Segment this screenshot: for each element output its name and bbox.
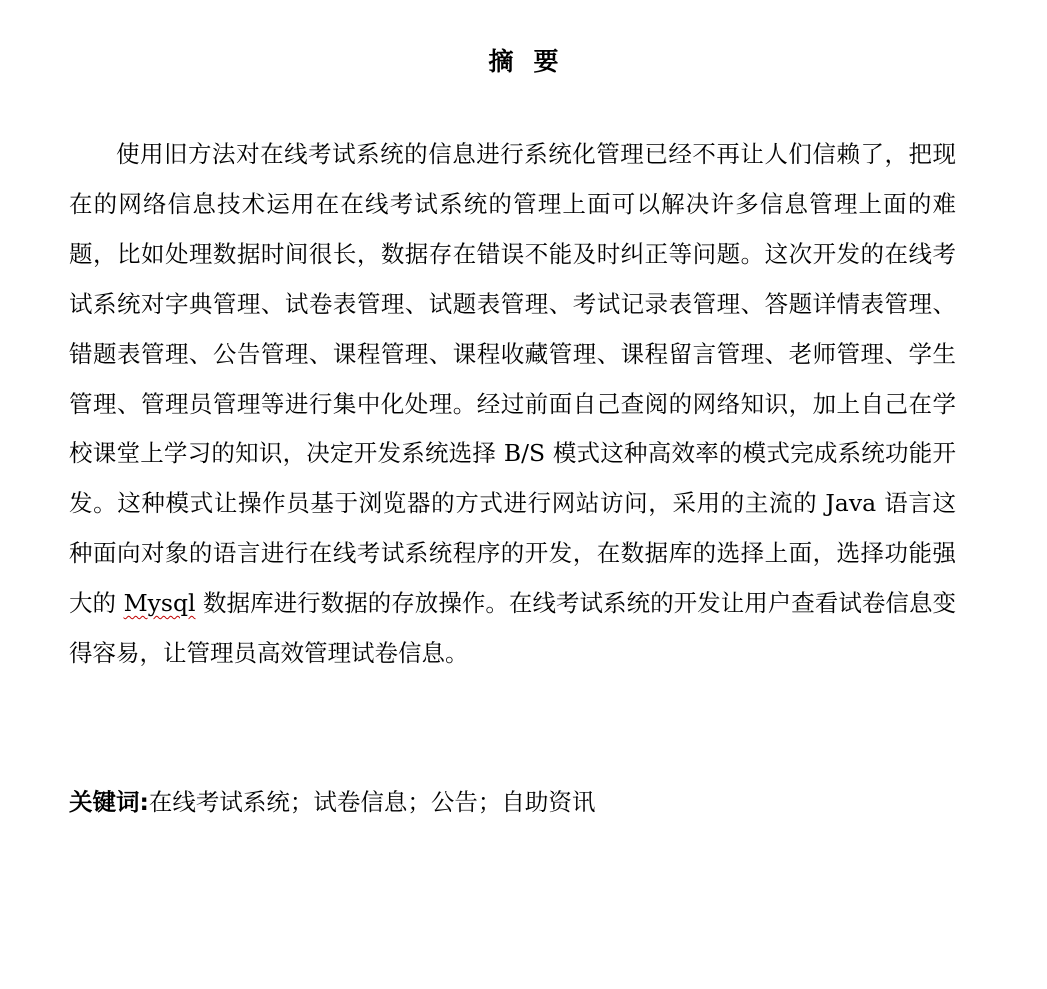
spellcheck-flagged-word: Mysql — [123, 589, 196, 618]
keywords-label: 关键词: — [69, 788, 149, 816]
abstract-text-part-2: 数据库进行数据的存放操作。在线考试系统的开发让用户查看试卷信息变得容易，让管理员高效管理试卷信息。 — [69, 589, 956, 668]
keywords-line — [69, 782, 956, 822]
abstract-paragraph — [69, 130, 956, 679]
title-char-2: 要 — [533, 47, 559, 76]
keywords-text: 在线考试系统；试卷信息；公告；自助资讯 — [148, 788, 596, 816]
page-title — [0, 44, 1047, 80]
abstract-text-part-1: 使用旧方法对在线考试系统的信息进行系统化管理已经不再让人们信赖了，把现在的网络信息技术运用在在线考试系统的管理上面可以解决许多信息管理上面的难题，比如处理数据时间很长，数据存在错误不能及时纠正等问题。这次开发的在线考试系统对字典管理、试卷表管理、试题表管理、考试记录表管理、答题详情表管理、错题表管理、公告管理、课程管理、课程收藏管理、课程留言管理、老师管理、学生管理、管理员管理等进行集中化处理。经过前面自己查阅的网络知识，加上自己在学校课堂上学习的知识，决定开发系统选择 B/S 模式这种高效率的模式完成系统功能开发。这种模式让操作员基于浏览器的方式进行网站访问，采用的主流的 Java 语言这种面向对象的语言进行在线考试系统程序的开发，在数据库的选择上面，选择功能强大的 — [69, 140, 956, 618]
title-char-1: 摘 — [488, 47, 514, 76]
